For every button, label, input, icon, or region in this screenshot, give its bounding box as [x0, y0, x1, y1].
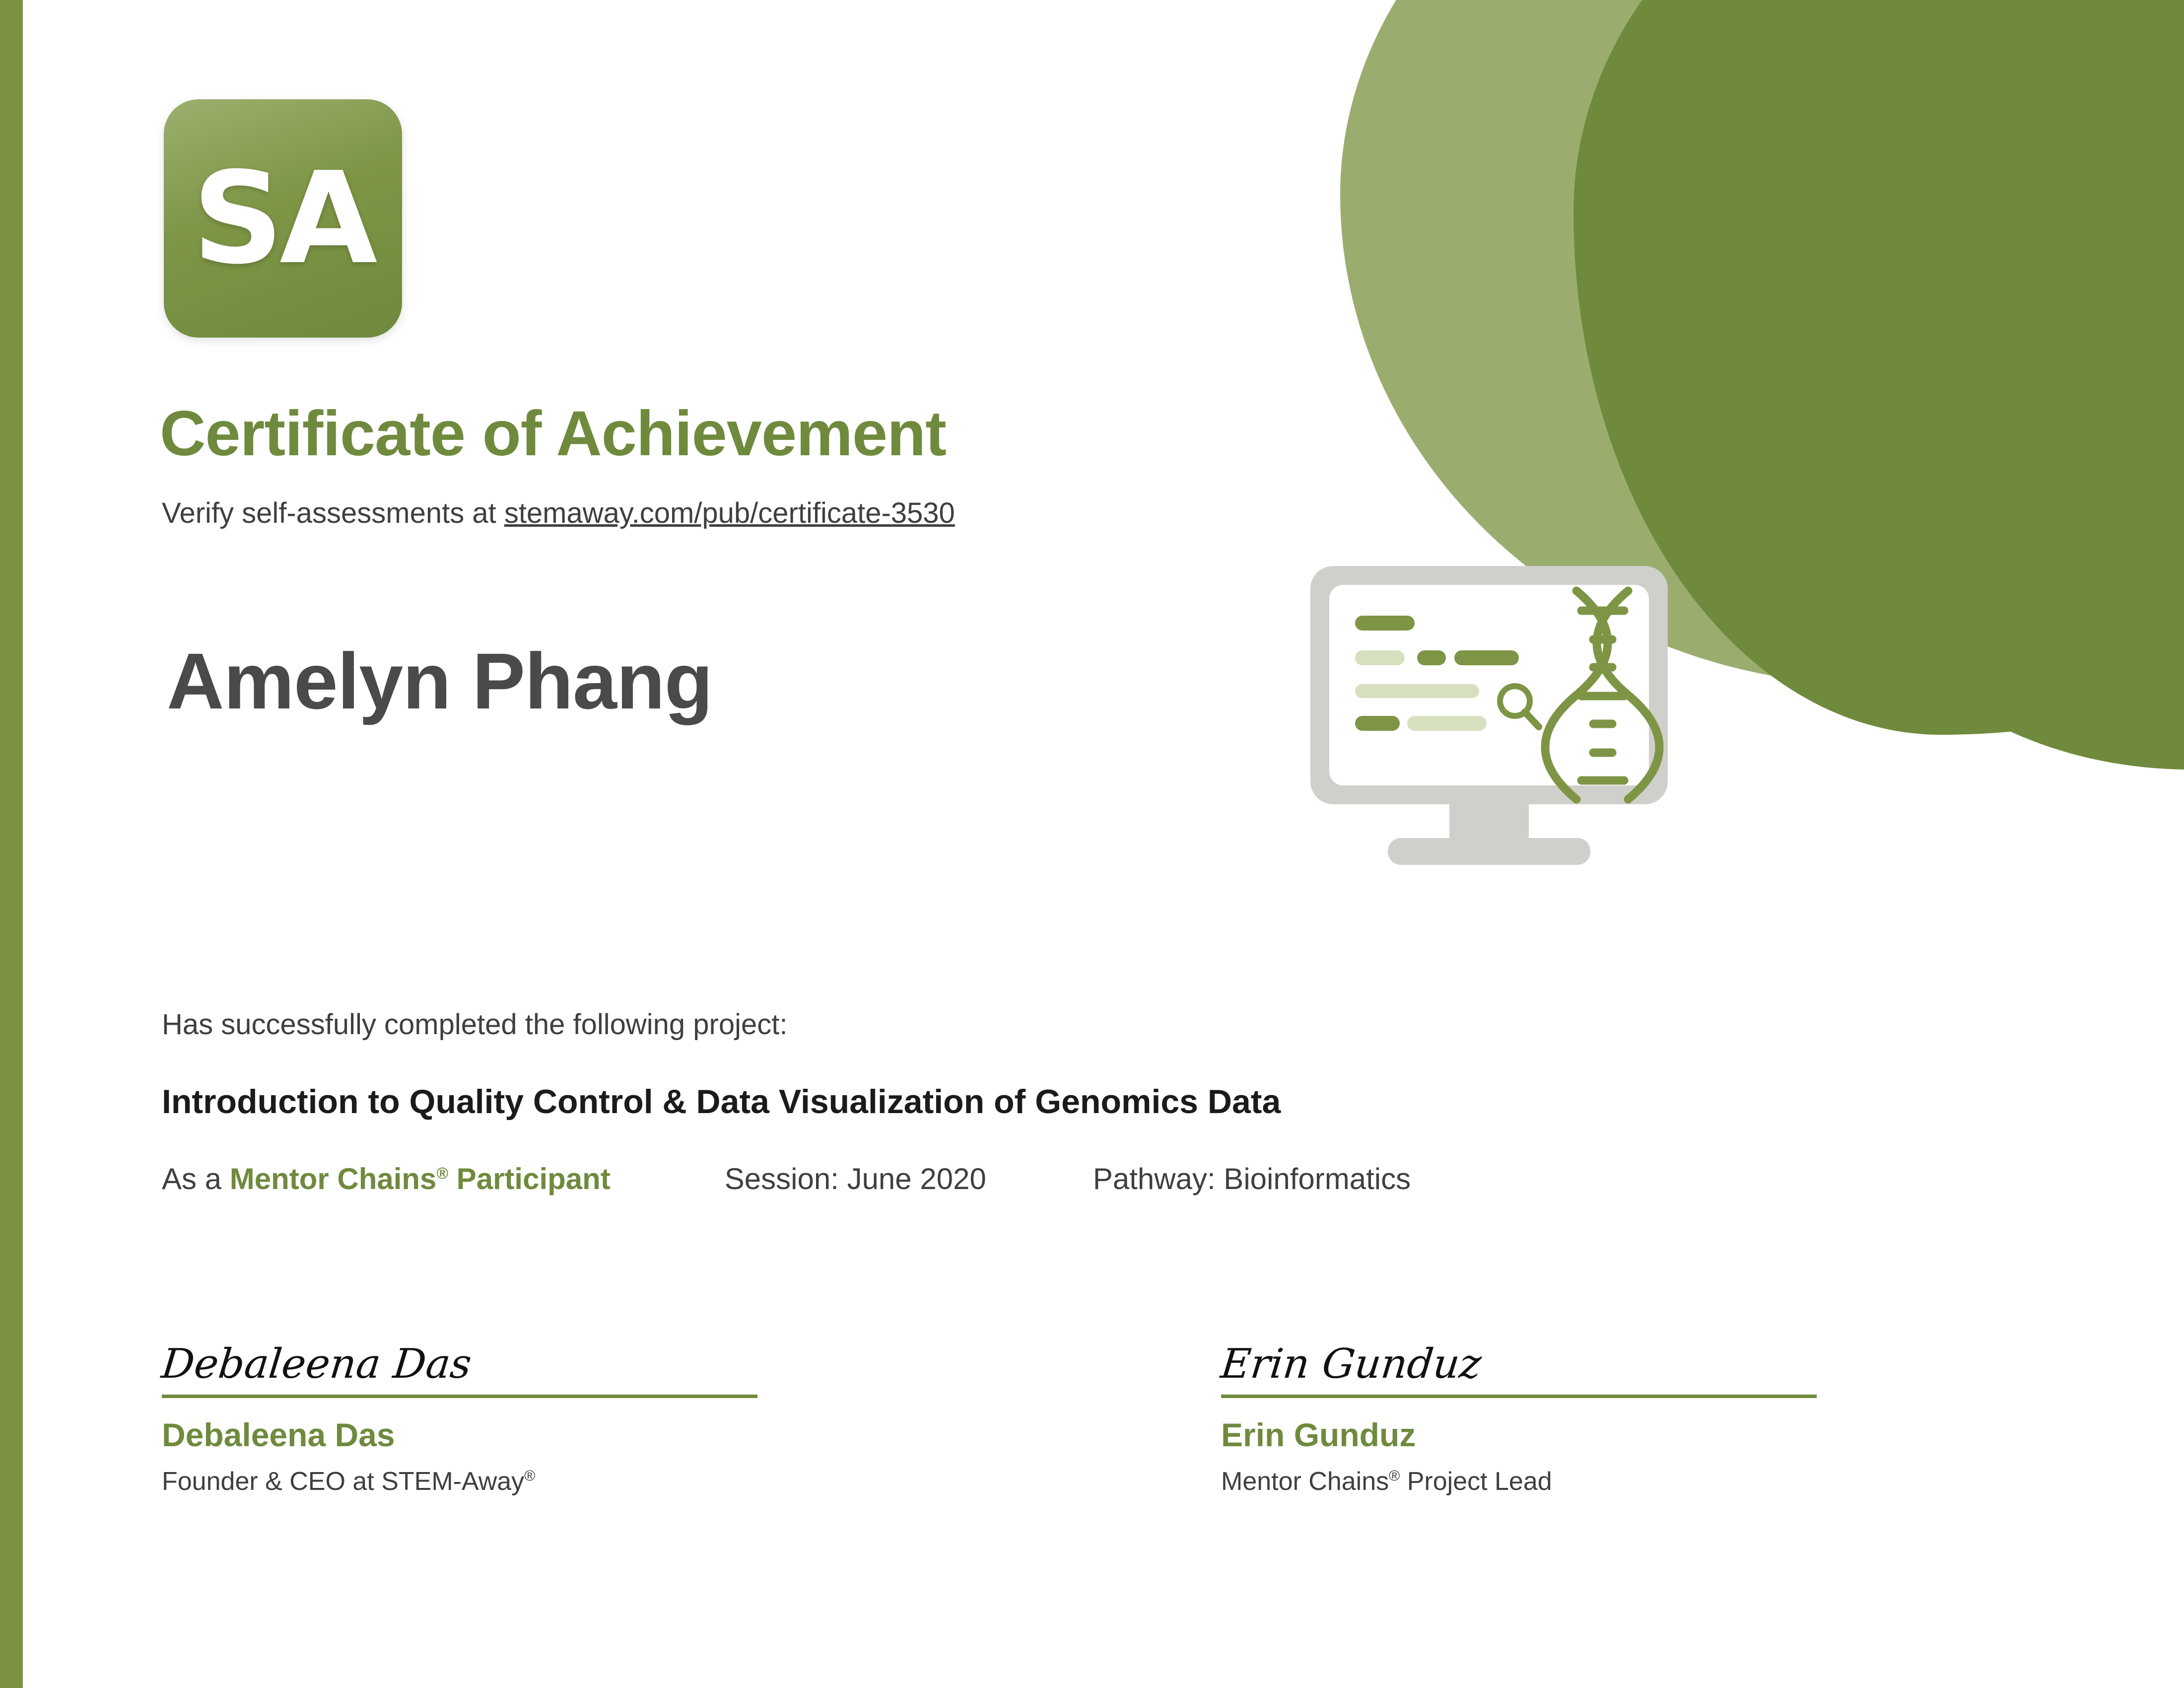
signatory-role-text-project-lead: Mentor Chains — [1221, 1467, 1389, 1496]
signature-block-founder — [159, 1340, 782, 1496]
pathway-label: Pathway: Bioinformatics — [1092, 1162, 1411, 1196]
participant-role — [162, 1162, 611, 1196]
signatory-name-project-lead: Erin Gunduz — [1221, 1416, 1416, 1453]
signature-rule — [1221, 1395, 1817, 1398]
signature-script-founder: Debaleena Das — [159, 1340, 474, 1388]
signatory-role-tail: Project Lead — [1400, 1467, 1552, 1496]
session-label: Session: June 2020 — [724, 1162, 986, 1196]
verify-link[interactable]: stemaway.com/pub/certificate-3530 — [504, 497, 955, 529]
lead-registered-mark: ® — [1389, 1468, 1400, 1484]
signatory-role-founder — [162, 1467, 782, 1496]
signature-script-project-lead: Erin Gunduz — [1219, 1340, 1484, 1388]
stemaway-logo — [164, 99, 402, 338]
recipient-name: Amelyn Phang — [167, 636, 713, 725]
signatory-name-founder: Debaleena Das — [162, 1416, 395, 1453]
founder-registered-mark: ® — [524, 1468, 536, 1484]
signature-rule — [162, 1395, 757, 1398]
signatory-role-text-founder: Founder & CEO at STEM-Away — [162, 1467, 525, 1496]
signature-block-project-lead — [1221, 1340, 1842, 1496]
role-name: Mentor Chains — [229, 1162, 437, 1196]
certificate-meta-row — [162, 1162, 1899, 1196]
logo-text: SA — [192, 144, 374, 292]
page-title: Certificate of Achievement — [160, 398, 946, 469]
role-prefix: As a — [162, 1162, 230, 1196]
verify-prefix: Verify self-assessments at — [162, 497, 504, 529]
completion-line: Has successfully completed the following project: — [162, 1008, 788, 1041]
verify-line — [162, 496, 955, 530]
role-suffix: Participant — [448, 1162, 611, 1196]
project-title: Introduction to Quality Control & Data Visualization of Genomics Data — [162, 1083, 1281, 1121]
role-registered-mark: ® — [436, 1164, 449, 1182]
signatory-role-project-lead — [1221, 1467, 1842, 1496]
genomics-artwork — [1300, 556, 1737, 894]
